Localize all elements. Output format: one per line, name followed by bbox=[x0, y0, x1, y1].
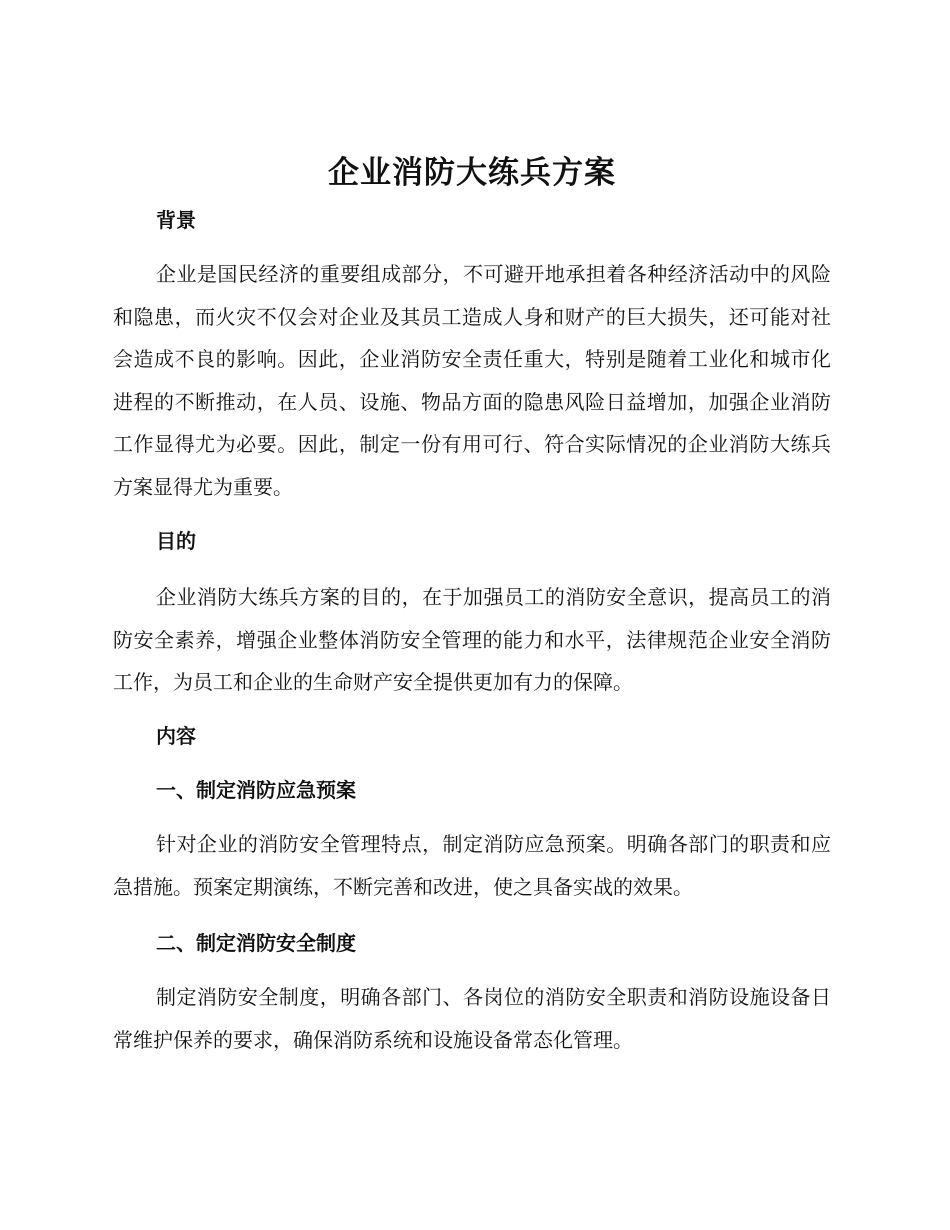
section-body-system: 制定消防安全制度，明确各部门、各岗位的消防安全职责和消防设施设备日常维护保养的要求，确保消防系统和设施设备常态化管理。 bbox=[113, 985, 831, 1052]
section-heading-content: 内容 bbox=[156, 724, 196, 748]
section-heading-system: 二、制定消防安全制度 bbox=[156, 931, 356, 955]
section-heading-background: 背景 bbox=[156, 208, 196, 232]
section-body-purpose: 企业消防大练兵方案的目的，在于加强员工的消防安全意识，提高员工的消防安全素养，增强企业整体消防安全管理的能力和水平，法律规范企业安全消防工作，为员工和企业的生命财产安全提供更加有力的保障。 bbox=[113, 585, 831, 694]
section-heading-plan: 一、制定消防应急预案 bbox=[156, 778, 356, 802]
section-body-plan: 针对企业的消防安全管理特点，制定消防应急预案。明确各部门的职责和应急措施。预案定期演练，不断完善和改进，使之具备实战的效果。 bbox=[113, 832, 831, 899]
section-body-background: 企业是国民经济的重要组成部分，不可避开地承担着各种经济活动中的风险和隐患，而火灾不仅会对企业及其员工造成人身和财产的巨大损失，还可能对社会造成不良的影响。因此，企业消防安全责任重大，特别是随着工业化和城市化进程的不断推动，在人员、设施、物品方面的隐患风险日益增加，加强企业消防工作显得尤为必要。因此，制定一份有用可行、符合实际情况的企业消防大练兵方案显得尤为重要。 bbox=[113, 262, 831, 499]
section-heading-purpose: 目的 bbox=[156, 529, 196, 553]
document-title: 企业消防大练兵方案 bbox=[328, 155, 616, 191]
